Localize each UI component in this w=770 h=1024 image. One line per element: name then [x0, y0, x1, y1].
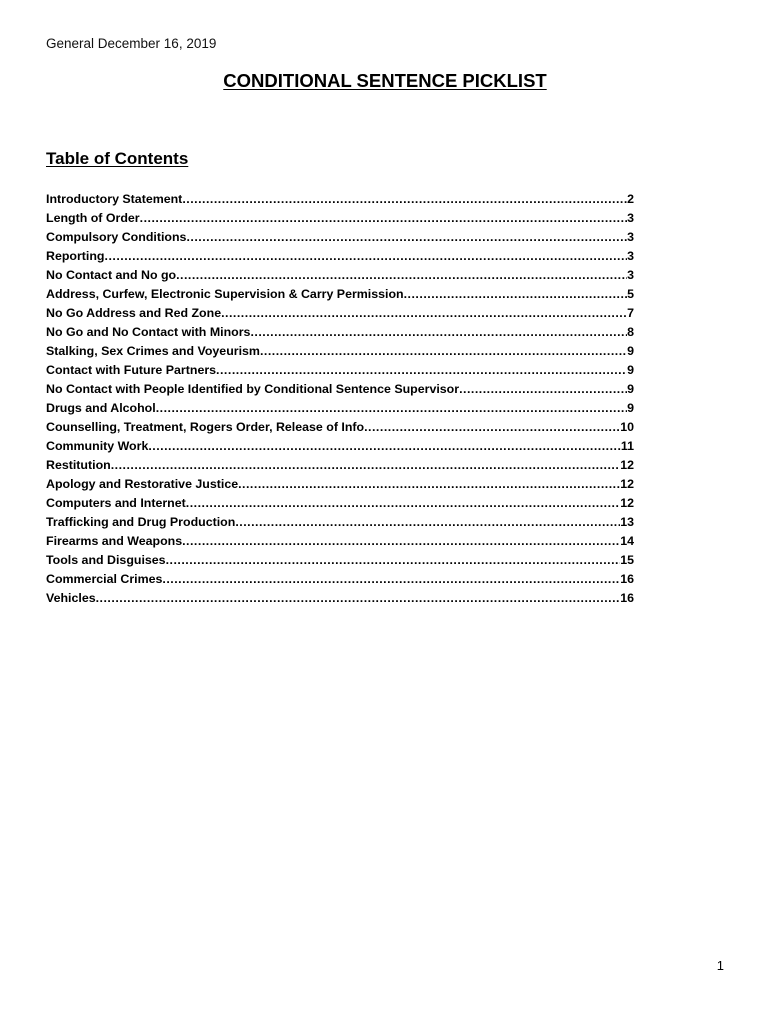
- toc-entry-page: 9: [627, 401, 634, 415]
- toc-dot-leader: [404, 287, 627, 301]
- toc-entry[interactable]: [46, 382, 634, 401]
- toc-entry[interactable]: [46, 344, 634, 363]
- toc-entry-label: Counselling, Treatment, Rogers Order, Release of Info: [46, 420, 365, 434]
- toc-dot-leader: [111, 458, 621, 472]
- toc-entry[interactable]: [46, 572, 634, 591]
- toc-entry-page: 12: [620, 458, 634, 472]
- toc-entry[interactable]: [46, 363, 634, 382]
- toc-dot-leader: [176, 268, 627, 282]
- toc-entry-page: 8: [627, 325, 634, 339]
- toc-entry-page: 16: [620, 591, 634, 605]
- toc-entry-page: 7: [627, 306, 634, 320]
- toc-entry-page: 10: [620, 420, 634, 434]
- toc-entry[interactable]: [46, 230, 634, 249]
- toc-dot-leader: [148, 439, 621, 453]
- toc-dot-leader: [186, 230, 627, 244]
- toc-dot-leader: [162, 572, 620, 586]
- toc-entry-label: No Go Address and Red Zone: [46, 306, 222, 320]
- toc-dot-leader: [364, 420, 620, 434]
- toc-entry-label: Vehicles: [46, 591, 96, 605]
- toc-entry-page: 15: [620, 553, 634, 567]
- toc-entry-page: 3: [627, 211, 634, 225]
- toc-entry[interactable]: [46, 192, 634, 211]
- page-number: 1: [716, 958, 724, 973]
- toc-entry-page: 9: [627, 382, 634, 396]
- toc-dot-leader: [235, 515, 620, 529]
- toc-entry-page: 12: [620, 496, 634, 510]
- toc-entry-label: Tools and Disguises: [46, 553, 166, 567]
- toc-dot-leader: [238, 477, 620, 491]
- document-title: CONDITIONAL SENTENCE PICKLIST: [223, 70, 547, 91]
- toc-dot-leader: [250, 325, 627, 339]
- toc-entry-label: Restitution: [46, 458, 111, 472]
- toc-entry-label: Length of Order: [46, 211, 140, 225]
- toc-entry[interactable]: [46, 420, 634, 439]
- toc-dot-leader: [459, 382, 627, 396]
- toc-dot-leader: [221, 306, 627, 320]
- toc-entry[interactable]: [46, 325, 634, 344]
- toc-entry-page: 12: [620, 477, 634, 491]
- toc-entry-label: Community Work: [46, 439, 149, 453]
- toc-entry-page: 11: [620, 439, 634, 453]
- toc-entry-label: Contact with Future Partners: [46, 363, 217, 377]
- toc-dot-leader: [96, 591, 621, 605]
- toc-entry-label: Trafficking and Drug Production: [46, 515, 236, 529]
- toc-dot-leader: [216, 363, 627, 377]
- toc-entry[interactable]: [46, 287, 634, 306]
- toc-dot-leader: [186, 496, 620, 510]
- toc-entry[interactable]: [46, 268, 634, 287]
- toc-entry-label: Computers and Internet: [46, 496, 186, 510]
- toc-entry[interactable]: [46, 211, 634, 230]
- toc-entry[interactable]: [46, 515, 634, 534]
- toc-entry-page: 16: [620, 572, 634, 586]
- toc-dot-leader: [140, 211, 627, 225]
- toc-dot-leader: [182, 534, 620, 548]
- toc-dot-leader: [105, 249, 628, 263]
- toc-entry-page: 2: [627, 192, 634, 206]
- toc-entry-label: Introductory Statement: [46, 192, 183, 206]
- toc-entry[interactable]: [46, 534, 634, 553]
- toc-entry-page: 14: [620, 534, 634, 548]
- toc-entry[interactable]: [46, 249, 634, 268]
- toc-entry[interactable]: [46, 439, 634, 458]
- toc-entry-label: Firearms and Weapons: [46, 534, 183, 548]
- toc-dot-leader: [260, 344, 627, 358]
- toc-entry-label: Compulsory Conditions: [46, 230, 187, 244]
- toc-dot-leader: [166, 553, 621, 567]
- toc-entry-page: 3: [627, 249, 634, 263]
- toc-dot-leader: [156, 401, 627, 415]
- toc-entry[interactable]: [46, 496, 634, 515]
- toc-entry-page: 3: [627, 268, 634, 282]
- toc-entry-label: No Contact with People Identified by Conditional Sentence Supervisor: [46, 382, 460, 396]
- table-of-contents: [46, 192, 634, 610]
- page-header: General December 16, 2019: [46, 36, 217, 51]
- toc-dot-leader: [182, 192, 627, 206]
- toc-entry[interactable]: [46, 306, 634, 325]
- toc-entry-label: No Go and No Contact with Minors: [46, 325, 251, 339]
- toc-entry-label: Commercial Crimes: [46, 572, 163, 586]
- toc-entry-label: Reporting: [46, 249, 105, 263]
- toc-entry-page: 9: [627, 363, 634, 377]
- toc-entry-label: Stalking, Sex Crimes and Voyeurism: [46, 344, 260, 358]
- toc-entry-page: 3: [627, 230, 634, 244]
- toc-entry[interactable]: [46, 458, 634, 477]
- toc-entry-label: Address, Curfew, Electronic Supervision & Carry Permission: [46, 287, 404, 301]
- toc-entry-label: Drugs and Alcohol: [46, 401, 156, 415]
- toc-heading: Table of Contents: [46, 149, 189, 168]
- toc-entry[interactable]: [46, 477, 634, 496]
- toc-entry-page: 9: [627, 344, 634, 358]
- toc-entry[interactable]: [46, 553, 634, 572]
- toc-entry[interactable]: [46, 401, 634, 420]
- toc-entry[interactable]: [46, 591, 634, 610]
- toc-entry-label: Apology and Restorative Justice: [46, 477, 239, 491]
- toc-entry-page: 13: [620, 515, 634, 529]
- toc-entry-page: 5: [627, 287, 634, 301]
- toc-entry-label: No Contact and No go: [46, 268, 177, 282]
